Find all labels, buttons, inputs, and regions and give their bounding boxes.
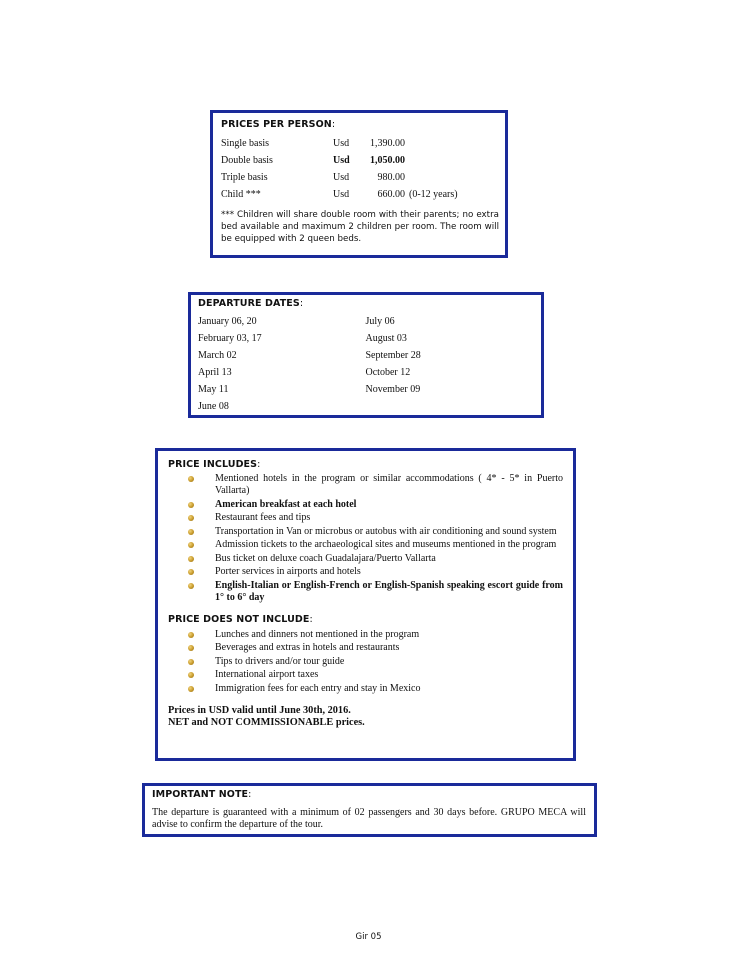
bullet-icon <box>188 659 194 665</box>
bullet-icon <box>188 515 194 521</box>
departure-date: February 03, 17 <box>198 333 262 344</box>
bullet-icon <box>188 632 194 638</box>
bullet-icon <box>188 645 194 651</box>
price-label: Single basis <box>221 138 270 149</box>
validity-text <box>168 705 563 729</box>
price-row-child <box>221 186 499 203</box>
excludes-heading: PRICE DOES NOT INCLUDE: <box>168 613 313 625</box>
departure-date: November 09 <box>365 384 421 395</box>
price-currency: Usd <box>333 155 350 166</box>
list-item: Immigration fees for each entry and stay in Mexico <box>168 683 563 695</box>
includes-heading: PRICE INCLUDES: <box>168 459 261 470</box>
departure-column-right <box>366 313 534 415</box>
bullet-icon <box>188 686 194 692</box>
price-currency: Usd <box>333 189 350 200</box>
departures-box <box>188 292 544 418</box>
important-text: The departure is guaranteed with a minimum of 02 passengers and 30 days before. GRUPO MECA will advise to confirm the departure of the tour. <box>152 807 586 830</box>
departure-date: September 28 <box>365 350 421 361</box>
bullet-icon <box>188 542 194 548</box>
list-item: Lunches and dinners not mentioned in the program <box>168 629 563 641</box>
important-heading: IMPORTANT NOTE: <box>152 789 252 800</box>
bullet-icon <box>188 672 194 678</box>
includes-box <box>155 448 576 761</box>
price-label: Double basis <box>221 155 273 166</box>
departure-date: May 11 <box>198 384 229 395</box>
validity-line: Prices in USD valid until June 30th, 2016. <box>168 704 351 716</box>
page-footer: Gir 05 <box>355 932 382 942</box>
bullet-icon <box>188 569 194 575</box>
list-item: International airport taxes <box>168 669 563 681</box>
price-currency: Usd <box>333 138 350 149</box>
list-item: American breakfast at each hotel <box>168 499 563 511</box>
departure-column-left <box>198 313 366 415</box>
commission-line: NET and NOT COMMISSIONABLE prices. <box>168 716 365 728</box>
departure-dates-grid <box>198 313 533 415</box>
list-item: Tips to drivers and/or tour guide <box>168 656 563 668</box>
list-item: Restaurant fees and tips <box>168 512 563 524</box>
bullet-icon <box>188 502 194 508</box>
price-amount: 1,390.00 <box>370 138 405 149</box>
price-row-single <box>221 135 499 152</box>
prices-box <box>210 110 508 258</box>
prices-heading: PRICES PER PERSON: <box>221 119 336 130</box>
children-note: *** Children will share double room with their parents; no extra bed available and maximum 2 children per room. The room will be equipped with 2 queen beds. <box>221 210 499 244</box>
departure-date: October 12 <box>365 367 411 378</box>
price-amount: 1,050.00 <box>370 155 405 166</box>
price-amount: 980.00 <box>377 172 405 183</box>
includes-list <box>168 473 563 604</box>
bullet-icon <box>188 529 194 535</box>
price-amount: 660.00 <box>377 189 405 200</box>
departure-date: August 03 <box>365 333 407 344</box>
departures-heading: DEPARTURE DATES: <box>198 298 304 309</box>
departure-date: June 08 <box>198 401 229 412</box>
price-label: Triple basis <box>221 172 268 183</box>
price-currency: Usd <box>333 172 350 183</box>
price-row-double <box>221 152 499 169</box>
list-item: Bus ticket on deluxe coach Guadalajara/Puerto Vallarta <box>168 553 563 565</box>
list-item: Transportation in Van or microbus or autobus with air conditioning and sound system <box>168 526 563 538</box>
bullet-icon <box>188 476 194 482</box>
list-item: Beverages and extras in hotels and restaurants <box>168 642 563 654</box>
bullet-icon <box>188 556 194 562</box>
list-item: Admission tickets to the archaeological sites and museums mentioned in the program <box>168 539 563 551</box>
list-item: English-Italian or English-French or English-Spanish speaking escort guide from 1° to 6° day <box>168 580 563 604</box>
departure-date: July 06 <box>365 316 395 327</box>
important-note-box <box>142 783 597 837</box>
departure-date: April 13 <box>198 367 232 378</box>
excludes-list <box>168 629 563 695</box>
departure-date: March 02 <box>198 350 237 361</box>
list-item: Porter services in airports and hotels <box>168 566 563 578</box>
price-row-triple <box>221 169 499 186</box>
price-extra: (0-12 years) <box>409 189 458 200</box>
bullet-icon <box>188 583 194 589</box>
list-item: Mentioned hotels in the program or similar accommodations ( 4* - 5* in Puerto Vallarta) <box>168 473 563 497</box>
departure-date: January 06, 20 <box>198 316 257 327</box>
price-label: Child *** <box>221 189 261 200</box>
